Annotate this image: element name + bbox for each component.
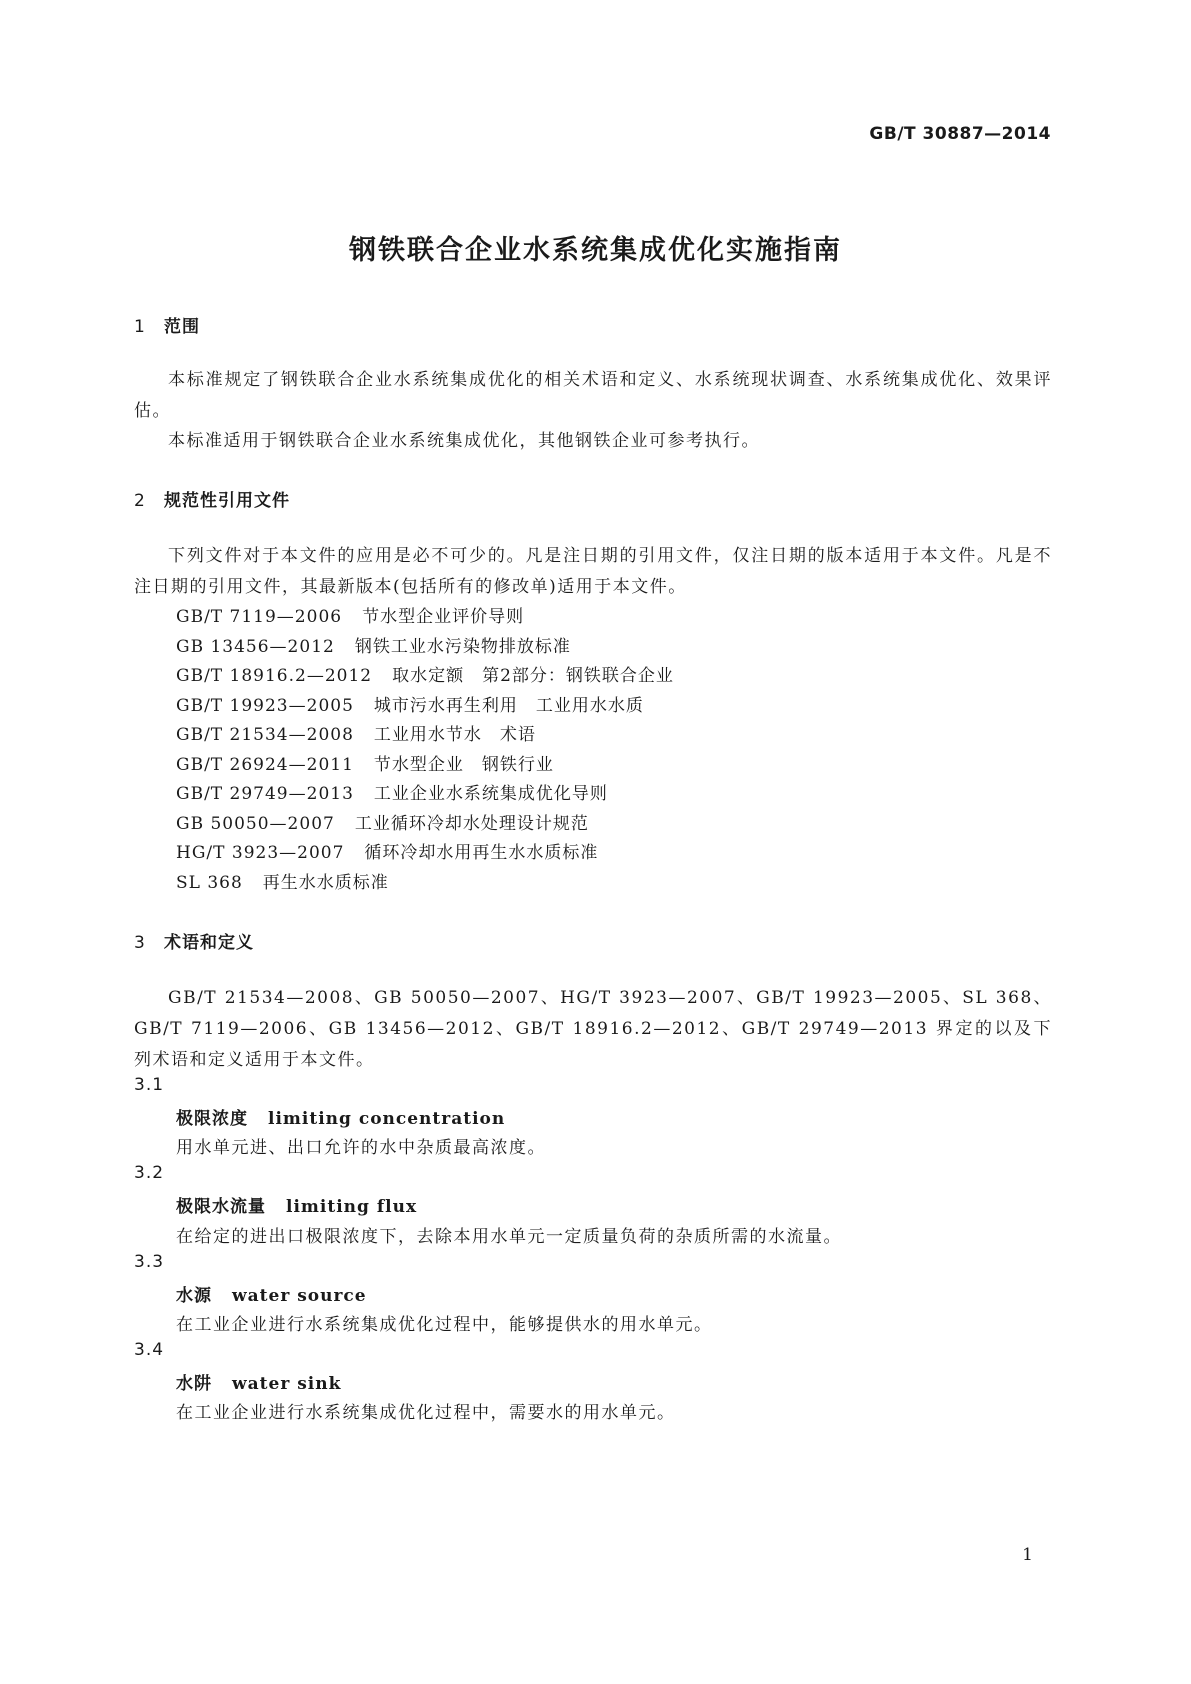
reference-title: 工业循环冷却水处理设计规范 [354,814,589,834]
section-title: 规范性引用文件 [164,491,290,511]
term-name [176,1104,505,1129]
reference-title: 取水定额 第2部分：钢铁联合企业 [392,666,674,686]
term-name-zh: 水源 [176,1286,212,1306]
term-name-en: limiting flux [286,1197,418,1217]
reference-item [176,602,524,627]
reference-code: GB/T 26924—2011 [176,755,354,775]
reference-item [176,809,589,834]
term-number: 3.2 [134,1163,165,1183]
reference-item [176,838,598,863]
reference-code: SL 368 [176,873,243,893]
reference-code: GB/T 7119—2006 [176,607,343,627]
references-intro: 下列文件对于本文件的应用是必不可少的。凡是注日期的引用文件，仅注日期的版本适用于本文件。凡是不注日期的引用文件，其最新版本(包括所有的修改单)适用于本文件。 [134,546,1052,597]
reference-title: 城市污水再生利用 工业用水水质 [373,696,644,716]
reference-item [176,720,536,745]
reference-item [176,750,554,775]
reference-title: 节水型企业评价导则 [362,607,525,627]
reference-title: 循环冷却水用再生水水质标准 [364,843,599,863]
reference-item [176,779,608,804]
reference-code: GB/T 21534—2008 [176,725,354,745]
reference-code: GB/T 29749—2013 [176,784,354,804]
section-number: 2 [134,491,146,511]
scope-paragraph-1: 本标准规定了钢铁联合企业水系统集成优化的相关术语和定义、水系统现状调查、水系统集成优化、效果评估。 [134,370,1052,421]
page-number: 1 [1022,1545,1033,1565]
reference-item [176,632,571,657]
reference-title: 工业用水节水 术语 [373,725,536,745]
reference-title: 节水型企业 钢铁行业 [373,755,554,775]
term-name-en: water source [232,1286,367,1306]
term-name-zh: 极限浓度 [176,1109,248,1129]
section-heading-normative-references [134,486,290,511]
reference-item [176,868,389,893]
reference-item [176,691,644,716]
section-number: 1 [134,317,146,337]
reference-title: 再生水水质标准 [262,873,389,893]
term-name [176,1281,367,1306]
reference-code: GB/T 18916.2—2012 [176,666,373,686]
document-title: 钢铁联合企业水系统集成优化实施指南 [349,235,842,266]
term-name [176,1192,417,1217]
term-name [176,1369,341,1394]
term-name-en: water sink [232,1374,342,1394]
term-name-zh: 极限水流量 [176,1197,266,1217]
term-definition: 在给定的进出口极限浓度下，去除本用水单元一定质量负荷的杂质所需的水流量。 [176,1227,842,1247]
term-number: 3.3 [134,1252,165,1272]
section-number: 3 [134,933,146,953]
term-number: 3.4 [134,1340,165,1360]
terms-intro: GB/T 21534—2008、GB 50050—2007、HG/T 3923—2007、GB/T 19923—2005、SL 368、GB/T 7119—2006、GB 13456—2012、GB/T 18916.2—2012、GB/T 29749—2013 界定的以及下列术语和定义适用于本文件。 [134,988,1052,1070]
reference-code: GB 50050—2007 [176,814,335,834]
reference-title: 钢铁工业水污染物排放标准 [354,637,571,657]
reference-code: GB/T 19923—2005 [176,696,354,716]
reference-title: 工业企业水系统集成优化导则 [373,784,608,804]
term-definition: 在工业企业进行水系统集成优化过程中，能够提供水的用水单元。 [176,1315,713,1335]
section-heading-terms-and-definitions [134,928,254,953]
term-name-en: limiting concentration [268,1109,506,1129]
scope-paragraph-2: 本标准适用于钢铁联合企业水系统集成优化，其他钢铁企业可参考执行。 [168,431,760,451]
section-title: 范围 [164,317,200,337]
term-number: 3.1 [134,1075,165,1095]
term-definition: 用水单元进、出口允许的水中杂质最高浓度。 [176,1138,546,1158]
section-title: 术语和定义 [164,933,254,953]
reference-code: HG/T 3923—2007 [176,843,345,863]
term-definition: 在工业企业进行水系统集成优化过程中，需要水的用水单元。 [176,1403,676,1423]
standard-number: GB/T 30887—2014 [869,124,1051,144]
reference-code: GB 13456—2012 [176,637,335,657]
reference-item [176,661,674,686]
term-name-zh: 水阱 [176,1374,212,1394]
section-heading-scope [134,312,200,337]
